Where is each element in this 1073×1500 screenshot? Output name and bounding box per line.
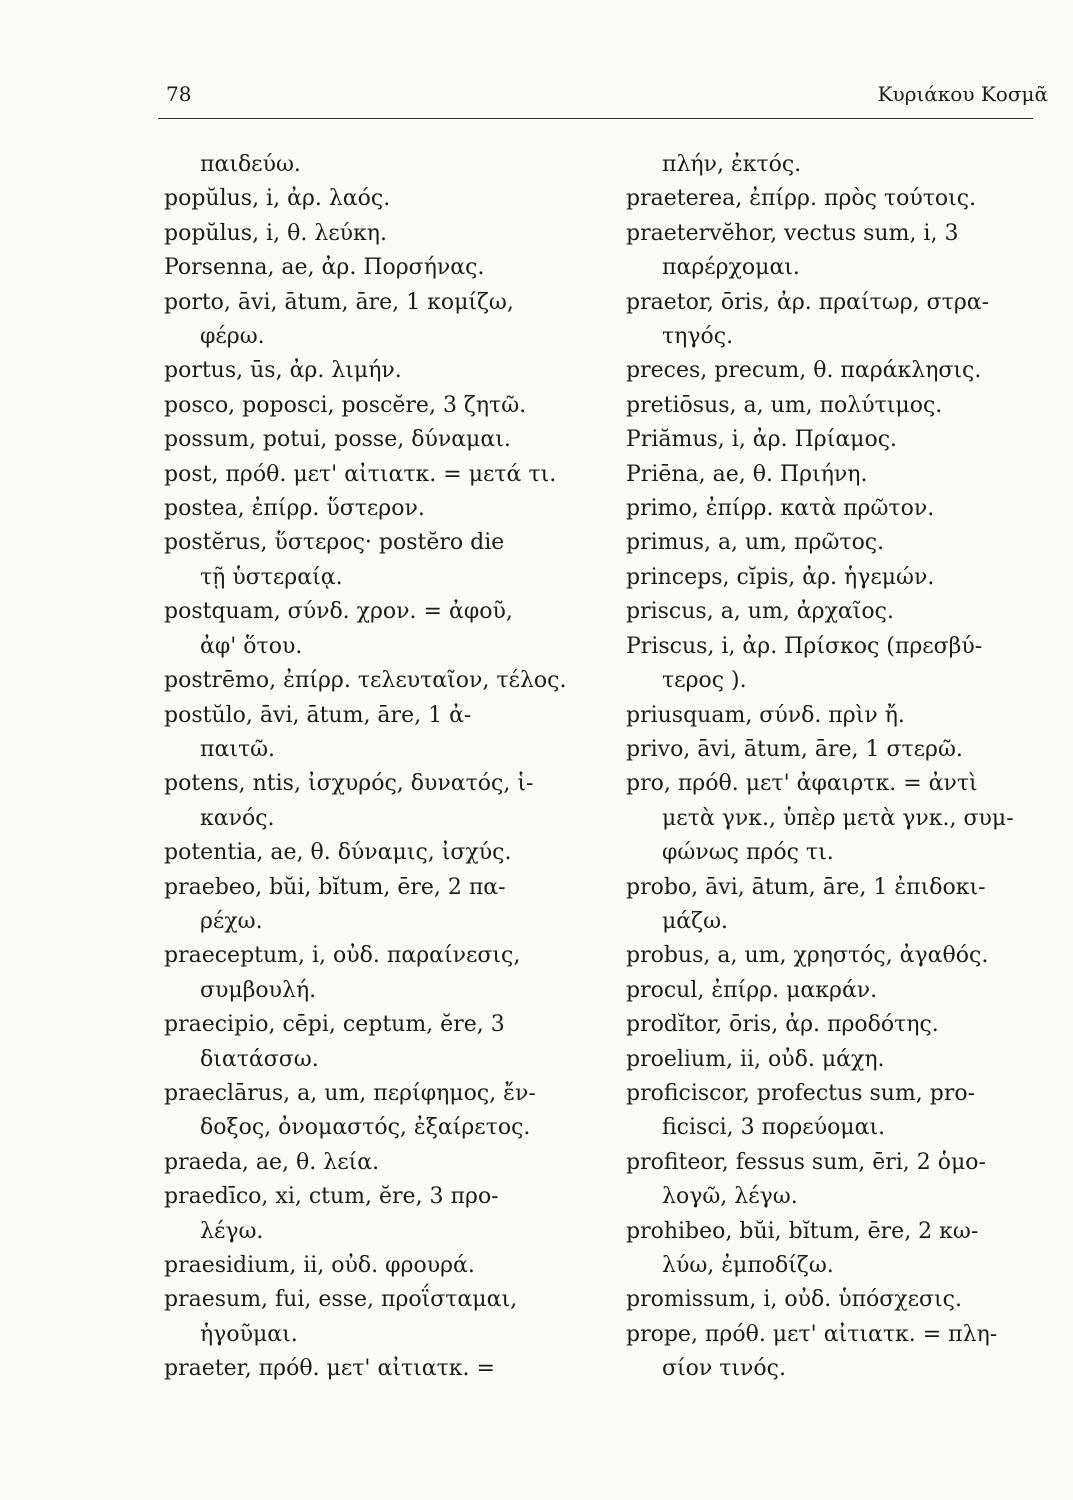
entry-continuation-line: ἀφ' ὅτου. bbox=[200, 633, 303, 659]
entry-line: prohibeo, bŭi, bĭtum, ēre, 2 κω- bbox=[626, 1218, 979, 1244]
entry-line: popŭlus, i, θ. λεύκη. bbox=[164, 220, 387, 246]
entry-line: proelium, ii, οὐδ. μάχη. bbox=[626, 1046, 885, 1072]
entry-line: posco, poposci, poscĕre, 3 ζητῶ. bbox=[164, 392, 527, 418]
entry-continuation-line: λύω, ἐμποδίζω. bbox=[662, 1253, 834, 1278]
entry-line: potens, ntis, ἰσχυρός, δυνατός, ἱ- bbox=[164, 771, 534, 797]
entry-line: Priscus, i, ἀρ. Πρίσκος (πρεσβύ- bbox=[626, 633, 983, 659]
entry-line: preces, precum, θ. παράκλησις. bbox=[626, 358, 982, 384]
entry-continuation-line: τερος ). bbox=[662, 668, 747, 694]
entry-continuation-line: τῇ ὑστεραίᾳ. bbox=[200, 564, 343, 590]
entry-line: portus, ūs, ἀρ. λιμήν. bbox=[164, 358, 402, 384]
entry-line: praeterea, ἐπίρρ. πρὸς τούτοις. bbox=[626, 186, 977, 212]
page-number: 78 bbox=[166, 82, 192, 106]
entry-line: Priēna, ae, θ. Πριήνη. bbox=[626, 461, 868, 487]
entry-line: praetervĕhor, vectus sum, i, 3 bbox=[626, 220, 959, 246]
entry-continuation-line: διατάσσω. bbox=[200, 1046, 319, 1072]
entry-continuation-line: λογῶ, λέγω. bbox=[662, 1184, 798, 1210]
entry-line: praebeo, bŭi, bĭtum, ēre, 2 πα- bbox=[164, 874, 506, 900]
entry-line: possum, potui, posse, δύναμαι. bbox=[164, 427, 511, 453]
entry-line: porto, āvi, ātum, āre, 1 κομίζω, bbox=[164, 289, 514, 315]
entry-line: postrēmo, ἐπίρρ. τελευταῖον, τέλος. bbox=[164, 668, 567, 694]
entry-line: postquam, σύνδ. χρον. = ἀφοῦ, bbox=[164, 599, 513, 625]
entry-line: praetor, ōris, ἀρ. πραίτωρ, στρα- bbox=[626, 289, 990, 315]
entry-line: postĕrus, ὕστερος· postĕro die bbox=[164, 530, 505, 556]
entry-line: potentia, ae, θ. δύναμις, ἰσχύς. bbox=[164, 840, 512, 866]
entry-continuation-line: φώνως πρός τι. bbox=[662, 840, 834, 866]
entry-line: postŭlo, āvi, ātum, āre, 1 ἀ- bbox=[164, 702, 472, 728]
entry-line: Porsenna, ae, ἀρ. Πορσήνας. bbox=[164, 255, 485, 281]
entry-line: primus, a, um, πρῶτος. bbox=[626, 530, 885, 556]
entry-line: procul, ἐπίρρ. μακράν. bbox=[626, 977, 878, 1003]
entry-continuation-line: σίον τινός. bbox=[662, 1356, 786, 1382]
entry-line: pro, πρόθ. μετ' ἀφαιρτκ. = ἀντὶ bbox=[626, 771, 978, 797]
entry-continuation-line: ἡγοῦμαι. bbox=[200, 1321, 298, 1347]
entry-continuation-line: συμβουλή. bbox=[200, 977, 317, 1003]
entry-continuation-line: παρέρχομαι. bbox=[662, 255, 800, 281]
entry-line: priusquam, σύνδ. πρὶν ἤ. bbox=[626, 702, 905, 728]
entry-continuation-line: κανός. bbox=[200, 805, 275, 831]
entry-line: praeceptum, i, οὐδ. παραίνεσις, bbox=[164, 943, 521, 969]
entry-line: proficiscor, profectus sum, pro- bbox=[626, 1080, 976, 1106]
entry-line: probo, āvi, ātum, āre, 1 ἐπιδοκι- bbox=[626, 874, 986, 900]
entry-line: Priămus, i, ἀρ. Πρίαμος. bbox=[626, 427, 898, 453]
entry-line: prodĭtor, ōris, ἀρ. προδότης. bbox=[626, 1012, 939, 1038]
right-column bbox=[626, 148, 1056, 1387]
entry-line: probus, a, um, χρηστός, ἀγαθός. bbox=[626, 943, 989, 969]
entry-line: popŭlus, i, ἀρ. λαός. bbox=[164, 186, 391, 212]
entry-continuation-line: λέγω. bbox=[200, 1218, 264, 1244]
entry-line: primo, ἐπίρρ. κατὰ πρῶτον. bbox=[626, 496, 935, 522]
header-rule bbox=[158, 118, 1033, 119]
entry-continuation-line: πλήν, ἐκτός. bbox=[662, 152, 802, 177]
entry-line: princeps, cĭpis, ἀρ. ἡγεμών. bbox=[626, 564, 935, 590]
running-head: Κυριάκου Κοσμᾶ bbox=[877, 82, 1048, 106]
entry-continuation-line: παιδεύω. bbox=[200, 152, 301, 177]
entry-line: pretiōsus, a, um, πολύτιμος. bbox=[626, 392, 943, 418]
entry-line: praeter, πρόθ. μετ' αἰτιατκ. = bbox=[164, 1356, 495, 1382]
entry-line: prope, πρόθ. μετ' αἰτιατκ. = πλη- bbox=[626, 1321, 998, 1347]
entry-continuation-line: παιτῶ. bbox=[200, 736, 276, 762]
entry-continuation-line: μάζω. bbox=[662, 908, 729, 934]
entry-continuation-line: ρέχω. bbox=[200, 908, 263, 934]
entry-line: praeda, ae, θ. λεία. bbox=[164, 1149, 380, 1175]
entry-line: privo, āvi, ātum, āre, 1 στερῶ. bbox=[626, 736, 963, 762]
entry-continuation-line: δοξος, ὀνομαστός, ἐξαίρετος. bbox=[200, 1115, 531, 1141]
entry-line: praeclārus, a, um, περίφημος, ἔν- bbox=[164, 1080, 536, 1106]
entry-line: praedīco, xi, ctum, ĕre, 3 προ- bbox=[164, 1184, 499, 1210]
entry-line: praesidium, ii, οὐδ. φρουρά. bbox=[164, 1253, 475, 1278]
entry-line: promissum, i, οὐδ. ὑπόσχεσις. bbox=[626, 1287, 962, 1313]
entry-line: praecipio, cēpi, ceptum, ĕre, 3 bbox=[164, 1012, 505, 1038]
entry-line: postea, ἐπίρρ. ὕστερον. bbox=[164, 496, 425, 522]
page-header bbox=[160, 82, 1048, 118]
entry-line: profiteor, fessus sum, ēri, 2 ὁμο- bbox=[626, 1149, 986, 1175]
left-column bbox=[164, 148, 604, 1387]
entry-continuation-line: τηγός. bbox=[662, 324, 734, 350]
entry-continuation-line: ficisci, 3 πορεύομαι. bbox=[662, 1115, 886, 1141]
entry-line: praesum, fui, esse, προΐσταμαι, bbox=[164, 1287, 518, 1313]
entry-line: priscus, a, um, ἀρχαῖος. bbox=[626, 599, 894, 625]
entry-continuation-line: φέρω. bbox=[200, 324, 265, 350]
entry-line: post, πρόθ. μετ' αἰτιατκ. = μετά τι. bbox=[164, 461, 557, 487]
entry-continuation-line: μετὰ γνκ., ὑπὲρ μετὰ γνκ., συμ- bbox=[662, 805, 1014, 831]
